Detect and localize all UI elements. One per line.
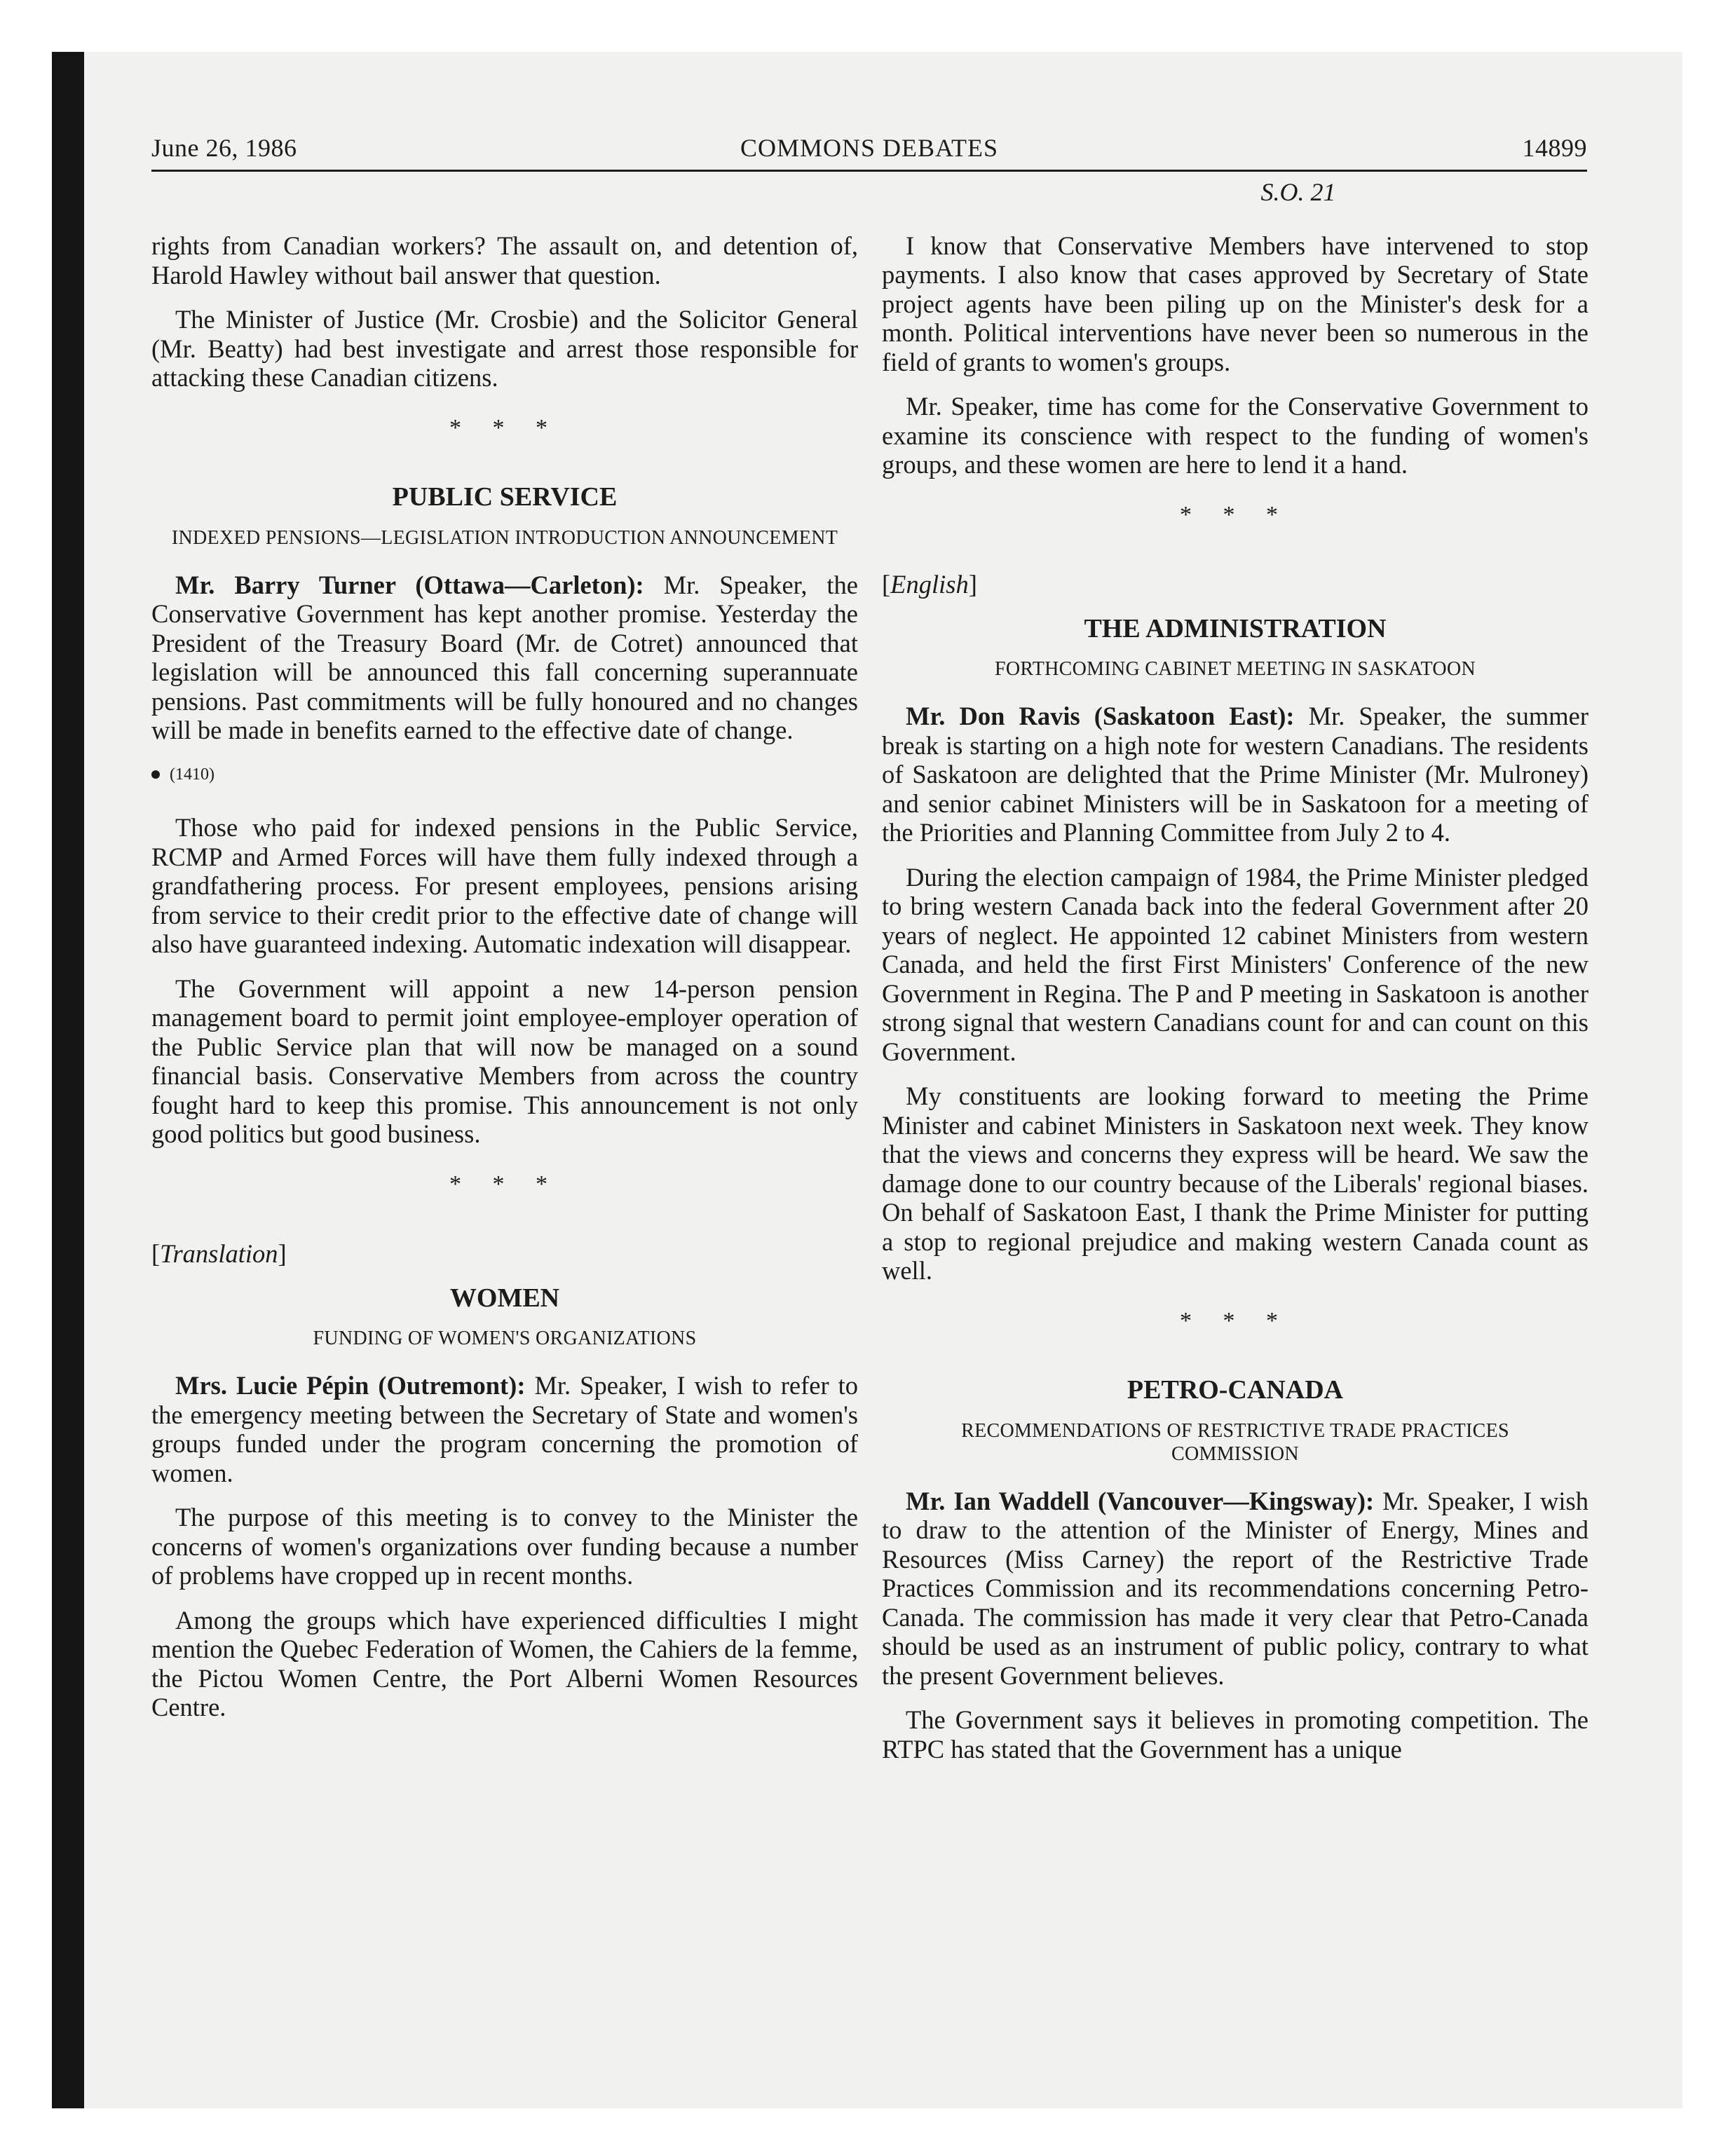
section-subtitle: INDEXED PENSIONS—LEGISLATION INTRODUCTION ANNOUNCEMENT <box>171 526 838 549</box>
paragraph: The Government says it believes in promoting competition. The RTPC has stated that the Government has a unique <box>882 1705 1588 1763</box>
section-title: PUBLIC SERVICE <box>392 482 618 512</box>
speech-text: Mr. Speaker, the Conservative Government has kept another promise. Yesterday the President of the Treasury Board (Mr. de Cotret) announced that legislation will be announced this fall concerning superannuate pensions. Past commitments will be fully honoured and no changes will be made in benefits earned to the effective date of change. <box>151 570 858 744</box>
paragraph: Among the groups which have experienced difficulties I might mention the Quebec Federation of Women, the Cahiers de la femme, the Pictou Women Centre, the Port Alberni Women Resources Centre. <box>151 1605 858 1721</box>
section-subtitle: RECOMMENDATIONS OF RESTRICTIVE TRADE PRACTICES COMMISSION <box>961 1419 1509 1465</box>
paragraph: The Minister of Justice (Mr. Crosbie) and the Solicitor General (Mr. Beatty) had best investigate and arrest those responsible for attacking these Canadian citizens. <box>151 305 858 392</box>
section-separator: * * * <box>1180 501 1291 528</box>
paragraph: The purpose of this meeting is to convey to the Minister the concerns of women's organizations over funding because a number of problems have cropped up in recent months. <box>151 1503 858 1590</box>
paragraph <box>882 702 1588 847</box>
paragraph: rights from Canadian workers? The assault on, and detention of, Harold Hawley without bail answer that question. <box>151 231 858 289</box>
section-title: WOMEN <box>449 1283 560 1313</box>
section-separator: * * * <box>449 414 560 441</box>
section-subtitle: FORTHCOMING CABINET MEETING IN SASKATOON <box>995 658 1476 680</box>
scanned-page <box>52 52 1682 2108</box>
time-marker-label: (1410) <box>170 765 215 784</box>
speech-text: Mr. Speaker, I wish to refer to the emergency meeting between the Secretary of State and women's groups funded under the program concerning the promotion of women. <box>151 1371 858 1487</box>
section-separator: * * * <box>1180 1307 1291 1334</box>
scan-edge-shadow <box>52 52 84 2108</box>
paragraph <box>882 1487 1588 1691</box>
section-separator: * * * <box>449 1171 560 1197</box>
page-header <box>151 133 1587 167</box>
paragraph: Mr. Speaker, time has come for the Conservative Government to examine its conscience with respect to the funding of women's groups, and these women are here to lend it a hand. <box>882 392 1588 479</box>
speaker-name: Mr. Ian Waddell (Vancouver—Kingsway): <box>906 1486 1375 1515</box>
section-subtitle: FUNDING OF WOMEN'S ORGANIZATIONS <box>313 1328 697 1349</box>
language-label-text: Translation <box>160 1239 278 1268</box>
language-label-text: English <box>890 570 969 599</box>
speaker-name: Mr. Don Ravis (Saskatoon East): <box>906 702 1295 730</box>
standing-order-label: S.O. 21 <box>1260 178 1336 206</box>
header-rule <box>151 170 1587 172</box>
paragraph: I know that Conservative Members have intervened to stop payments. I also know that cases approved by Secretary of State project agents have been piling up on the Minister's desk for a month. Political interventions have never been so numerous in the field of grants to women's groups. <box>882 231 1588 376</box>
language-label: [English] <box>882 570 977 599</box>
paragraph <box>151 571 858 745</box>
paragraph: During the election campaign of 1984, the Prime Minister pledged to bring western Canada back into the federal Government after 20 years of neglect. He appointed 12 cabinet Ministers from western Canada, and held the first First Ministers' Conference of the new Government in Regina. The P and P meeting in Saskatoon is another strong signal that western Canadians count for and can count on this Government. <box>882 862 1588 1066</box>
speaker-name: Mr. Barry Turner (Ottawa—Carleton): <box>175 570 644 599</box>
bullet-icon <box>151 770 160 779</box>
paragraph: My constituents are looking forward to meeting the Prime Minister and cabinet Ministers in Saskatoon next week. They know that the views and concerns they express will be heard. We saw the damage done to our country because of the Liberals' regional biases. On behalf of Saskatoon East, I thank the Prime Minister for putting a stop to regional prejudice and making western Canada count as well. <box>882 1082 1588 1285</box>
speech-text: Mr. Speaker, the summer break is starting on a high note for western Canadians. The residents of Saskatoon are delighted that the Prime Minister (Mr. Mulroney) and senior cabinet Ministers will be in Saskatoon for a meeting of the Priorities and Planning Committee from July 2 to 4. <box>882 702 1588 847</box>
right-column <box>882 178 1588 1779</box>
language-label: [Translation] <box>151 1239 287 1268</box>
header-title: COMMONS DEBATES <box>740 134 999 162</box>
paragraph: The Government will appoint a new 14-person pension management board to permit joint employee-employer operation of the Public Service plan that will now be managed on a sound financial basis. Conservative Members from across the country fought hard to keep this promise. This announcement is not only good politics but good business. <box>151 974 858 1148</box>
paragraph <box>151 1371 858 1487</box>
paragraph: Those who paid for indexed pensions in the Public Service, RCMP and Armed Forces will have them fully indexed through a grandfathering process. For present employees, pensions arising from service to their credit prior to the effective date of change will also have guaranteed indexing. Automatic indexation will disappear. <box>151 813 858 958</box>
header-date: June 26, 1986 <box>151 134 297 162</box>
time-marker <box>151 760 858 790</box>
header-page-number: 14899 <box>1522 134 1587 162</box>
speaker-name: Mrs. Lucie Pépin (Outremont): <box>175 1371 526 1400</box>
left-column <box>151 178 858 1738</box>
speech-text: Mr. Speaker, I wish to draw to the attention of the Minister of Energy, Mines and Resources (Miss Carney) the report of the Restrictive Trade Practices Commission and its recommendations concerning Petro-Canada. The commission has made it very clear that Petro-Canada should be used as an instrument of public policy, contrary to what the present Government believes. <box>882 1486 1588 1690</box>
section-title: PETRO-CANADA <box>1127 1375 1344 1405</box>
section-title: THE ADMINISTRATION <box>1084 613 1387 643</box>
